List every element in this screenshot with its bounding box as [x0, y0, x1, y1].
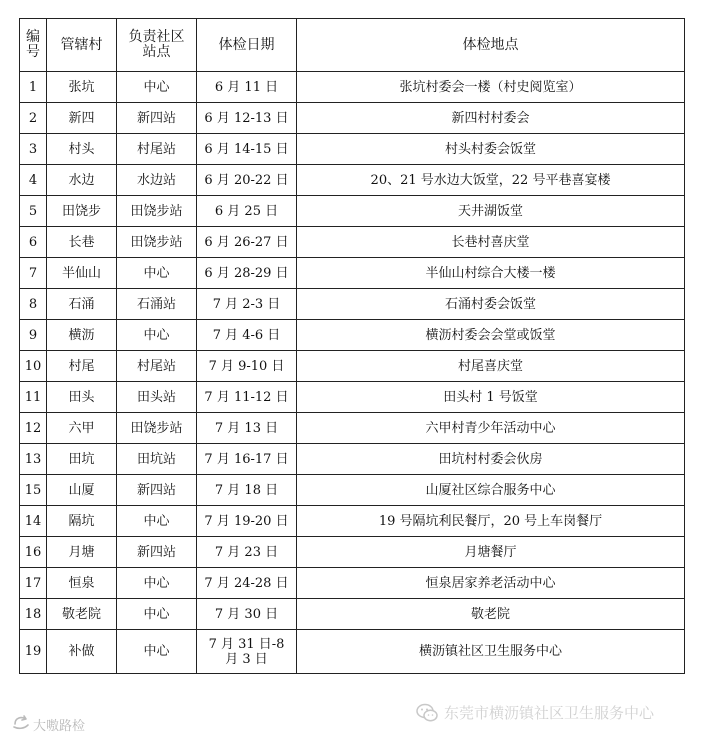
cell-no: 16	[20, 537, 47, 568]
cell-station: 中心	[117, 568, 197, 599]
cell-station: 中心	[117, 72, 197, 103]
cell-date: 7 月 30 日	[197, 599, 297, 630]
cell-no: 19	[20, 630, 47, 674]
cell-station: 村尾站	[117, 134, 197, 165]
cell-date: 7 月 19-20 日	[197, 506, 297, 537]
table-row	[20, 258, 685, 289]
cell-village: 田头	[47, 382, 117, 413]
table-row	[20, 351, 685, 382]
cell-no: 11	[20, 382, 47, 413]
cell-village: 村头	[47, 134, 117, 165]
table-row	[20, 382, 685, 413]
cell-no: 5	[20, 196, 47, 227]
cell-station: 田饶步站	[117, 413, 197, 444]
cell-place: 长巷村喜庆堂	[297, 227, 685, 258]
cell-place: 新四村村委会	[297, 103, 685, 134]
cell-village: 新四	[47, 103, 117, 134]
cell-date: 7 月 16-17 日	[197, 444, 297, 475]
cell-no: 13	[20, 444, 47, 475]
cell-place: 田坑村村委会伙房	[297, 444, 685, 475]
header-date: 体检日期	[197, 19, 297, 72]
cell-station: 田坑站	[117, 444, 197, 475]
cell-station: 田头站	[117, 382, 197, 413]
cell-no: 17	[20, 568, 47, 599]
cell-village: 隔坑	[47, 506, 117, 537]
table-row	[20, 506, 685, 537]
cell-no: 3	[20, 134, 47, 165]
cell-place: 19 号隔坑利民餐厅，20 号上车岗餐厅	[297, 506, 685, 537]
cell-station: 石涌站	[117, 289, 197, 320]
cell-date: 6 月 11 日	[197, 72, 297, 103]
cell-date: 6 月 28-29 日	[197, 258, 297, 289]
cell-date: 6 月 20-22 日	[197, 165, 297, 196]
cell-date: 7 月 2-3 日	[197, 289, 297, 320]
cell-station: 新四站	[117, 537, 197, 568]
cell-place: 山厦社区综合服务中心	[297, 475, 685, 506]
cell-date: 6 月 26-27 日	[197, 227, 297, 258]
cell-no: 18	[20, 599, 47, 630]
cell-no: 14	[20, 506, 47, 537]
cell-date: 7 月 13 日	[197, 413, 297, 444]
cell-date: 7 月 11-12 日	[197, 382, 297, 413]
cell-place: 横沥村委会会堂或饭堂	[297, 320, 685, 351]
table-row	[20, 165, 685, 196]
table-row	[20, 475, 685, 506]
cell-no: 2	[20, 103, 47, 134]
footer-left-text: 大嗷路检	[33, 718, 86, 734]
cell-village: 敬老院	[47, 599, 117, 630]
cell-village: 水边	[47, 165, 117, 196]
cell-village: 田坑	[47, 444, 117, 475]
cell-station: 中心	[117, 506, 197, 537]
table-row	[20, 320, 685, 351]
cell-village: 横沥	[47, 320, 117, 351]
cell-date: 7 月 9-10 日	[197, 351, 297, 382]
cell-station: 田饶步站	[117, 196, 197, 227]
table-row	[20, 413, 685, 444]
cell-no: 8	[20, 289, 47, 320]
header-no: 编 号	[20, 19, 47, 72]
cell-place: 天井湖饭堂	[297, 196, 685, 227]
cell-station: 中心	[117, 258, 197, 289]
cell-place: 六甲村青少年活动中心	[297, 413, 685, 444]
share-logo-icon	[12, 714, 30, 734]
cell-station: 水边站	[117, 165, 197, 196]
header-place: 体检地点	[297, 19, 685, 72]
cell-no: 4	[20, 165, 47, 196]
cell-place: 石涌村委会饭堂	[297, 289, 685, 320]
cell-station: 田饶步站	[117, 227, 197, 258]
header-village: 管辖村	[47, 19, 117, 72]
cell-place: 敬老院	[297, 599, 685, 630]
cell-village: 张坑	[47, 72, 117, 103]
cell-station: 中心	[117, 320, 197, 351]
cell-no: 1	[20, 72, 47, 103]
cell-place: 横沥镇社区卫生服务中心	[297, 630, 685, 674]
table-row	[20, 568, 685, 599]
cell-place: 20、21 号水边大饭堂，22 号平巷喜宴楼	[297, 165, 685, 196]
cell-station: 新四站	[117, 103, 197, 134]
cell-place: 张坑村委会一楼（村史阅览室）	[297, 72, 685, 103]
footer-watermark-right	[416, 702, 654, 723]
cell-no: 10	[20, 351, 47, 382]
cell-village: 补做	[47, 630, 117, 674]
cell-no: 6	[20, 227, 47, 258]
table-row	[20, 134, 685, 165]
table-row	[20, 630, 685, 674]
header-station: 负责社区 站点	[117, 19, 197, 72]
cell-date: 6 月 12-13 日	[197, 103, 297, 134]
table-row	[20, 599, 685, 630]
cell-date: 6 月 14-15 日	[197, 134, 297, 165]
cell-date: 7 月 23 日	[197, 537, 297, 568]
cell-place: 恒泉居家养老活动中心	[297, 568, 685, 599]
cell-no: 7	[20, 258, 47, 289]
cell-place: 半仙山村综合大楼一楼	[297, 258, 685, 289]
table-row	[20, 537, 685, 568]
cell-date: 7 月 4-6 日	[197, 320, 297, 351]
cell-date: 7 月 24-28 日	[197, 568, 297, 599]
cell-station: 村尾站	[117, 351, 197, 382]
table-row	[20, 444, 685, 475]
table-row	[20, 196, 685, 227]
cell-date: 7 月 18 日	[197, 475, 297, 506]
cell-place: 村头村委会饭堂	[297, 134, 685, 165]
cell-village: 六甲	[47, 413, 117, 444]
cell-village: 半仙山	[47, 258, 117, 289]
table-row	[20, 72, 685, 103]
cell-place: 村尾喜庆堂	[297, 351, 685, 382]
cell-no: 12	[20, 413, 47, 444]
cell-village: 田饶步	[47, 196, 117, 227]
cell-village: 月塘	[47, 537, 117, 568]
cell-no: 15	[20, 475, 47, 506]
cell-station: 中心	[117, 599, 197, 630]
cell-village: 恒泉	[47, 568, 117, 599]
table-row	[20, 289, 685, 320]
table-header-row	[20, 19, 685, 72]
cell-place: 田头村 1 号饭堂	[297, 382, 685, 413]
cell-date: 7 月 31 日-8 月 3 日	[197, 630, 297, 674]
wechat-icon	[416, 703, 438, 723]
cell-village: 山厦	[47, 475, 117, 506]
footer-right-text: 东莞市横沥镇社区卫生服务中心	[444, 704, 655, 722]
cell-station: 中心	[117, 630, 197, 674]
footer-watermark-left	[12, 714, 85, 734]
cell-date: 6 月 25 日	[197, 196, 297, 227]
cell-station: 新四站	[117, 475, 197, 506]
cell-village: 石涌	[47, 289, 117, 320]
cell-village: 长巷	[47, 227, 117, 258]
health-check-schedule-table	[19, 18, 685, 674]
cell-village: 村尾	[47, 351, 117, 382]
table-row	[20, 103, 685, 134]
cell-no: 9	[20, 320, 47, 351]
table-row	[20, 227, 685, 258]
cell-place: 月塘餐厅	[297, 537, 685, 568]
